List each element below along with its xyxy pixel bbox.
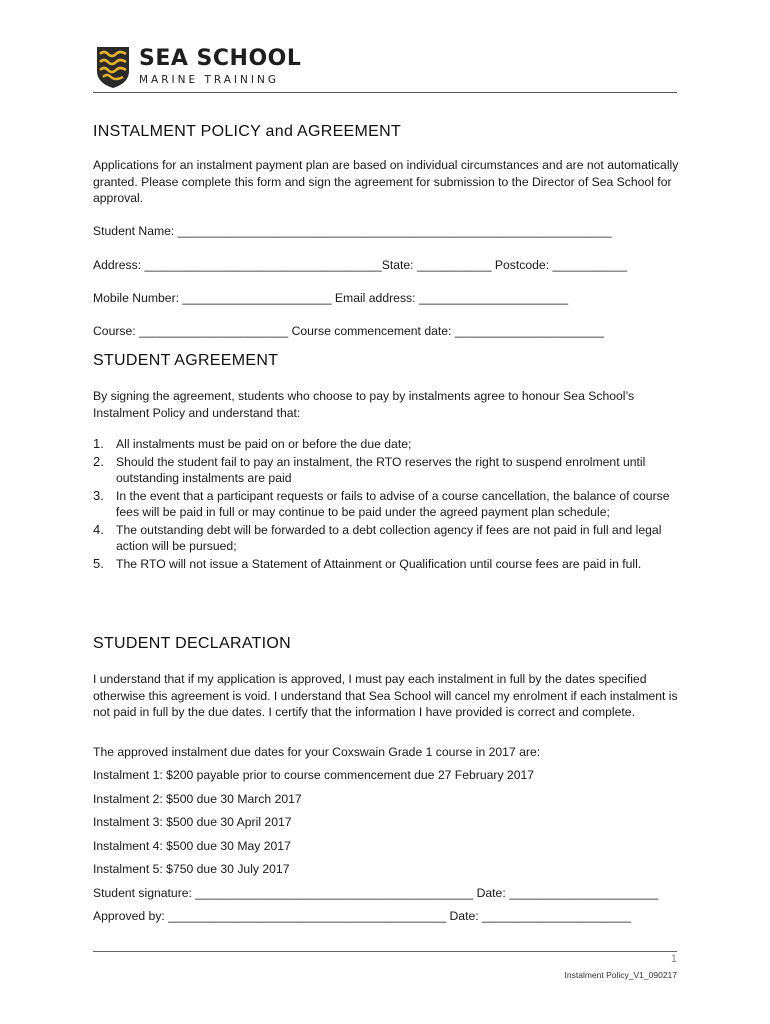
footer-divider: [93, 951, 677, 952]
declaration-paragraph: I understand that if my application is approved, I must pay each instalment in full by the dates specified otherwise this agreement is void. I understand that Sea School will cancel my enrolment if each instalment is not paid in full by the due dates. I certify that the information I have provided is correct and complete.: [93, 672, 678, 719]
document-reference: Instalment Policy_V1_090217: [564, 970, 677, 980]
agreement-heading: STUDENT AGREEMENT: [93, 352, 279, 369]
list-item: 5. The RTO will not issue a Statement of Attainment or Qualification until course fees are paid in full.: [93, 555, 642, 571]
shield-wave-icon: [95, 45, 131, 89]
list-item: 1. All instalments must be paid on or before the due date;: [93, 436, 412, 451]
instalment-line: Instalment 3: $500 due 30 April 2017: [93, 815, 292, 829]
address-field[interactable]: Address: ___________________________________State: ___________ Postcode: ___________: [93, 258, 628, 272]
header-divider: [93, 92, 677, 93]
approved-by-field[interactable]: Approved by: _________________________________________ Date: ______________________: [93, 909, 632, 923]
course-field[interactable]: Course: ______________________ Course commencement date: ______________________: [93, 324, 604, 338]
list-item: 3. In the event that a participant requests or fails to advise of a course cancellation, the balance of course fees will be paid in full or may continue to be paid under the agreed payment plan schedule;: [93, 487, 670, 519]
intro-paragraph: Applications for an instalment payment plan are based on individual circumstances and are not automatically granted. Please complete this form and sign the agreement for submission to the Director of Sea School for approval.: [93, 158, 679, 205]
list-item: 4. The outstanding debt will be forwarded to a debt collection agency if fees are not paid in full and legal action will be pursued;: [93, 521, 662, 553]
instalment-line: Instalment 1: $200 payable prior to course commencement due 27 February 2017: [93, 768, 535, 782]
agreement-terms-list: [93, 436, 683, 573]
student-name-field[interactable]: Student Name: ________________________________________________________________: [93, 224, 612, 238]
agreement-intro: By signing the agreement, students who choose to pay by instalments agree to honour Sea School’s Instalment Policy and understand that:: [93, 389, 635, 420]
declaration-heading: STUDENT DECLARATION: [93, 635, 292, 652]
instalment-line: Instalment 4: $500 due 30 May 2017: [93, 839, 291, 853]
logo-subtitle: MARINE TRAINING: [139, 74, 279, 86]
student-signature-field[interactable]: Student signature: _________________________________________ Date: ______________________: [93, 886, 659, 900]
mobile-email-field[interactable]: Mobile Number: ______________________ Email address: ______________________: [93, 291, 569, 305]
logo-title: SEA SCHOOL: [139, 46, 302, 71]
instalment-line: Instalment 2: $500 due 30 March 2017: [93, 792, 302, 806]
sea-school-logo: [95, 44, 301, 90]
list-item: 2. Should the student fail to pay an instalment, the RTO reserves the right to suspend enrolment until outstanding instalments are paid: [93, 453, 646, 485]
document-title: INSTALMENT POLICY and AGREEMENT: [93, 123, 402, 140]
page-number: 1: [670, 953, 677, 965]
due-dates-intro: The approved instalment due dates for your Coxswain Grade 1 course in 2017 are:: [93, 745, 541, 759]
instalment-line: Instalment 5: $750 due 30 July 2017: [93, 862, 290, 876]
